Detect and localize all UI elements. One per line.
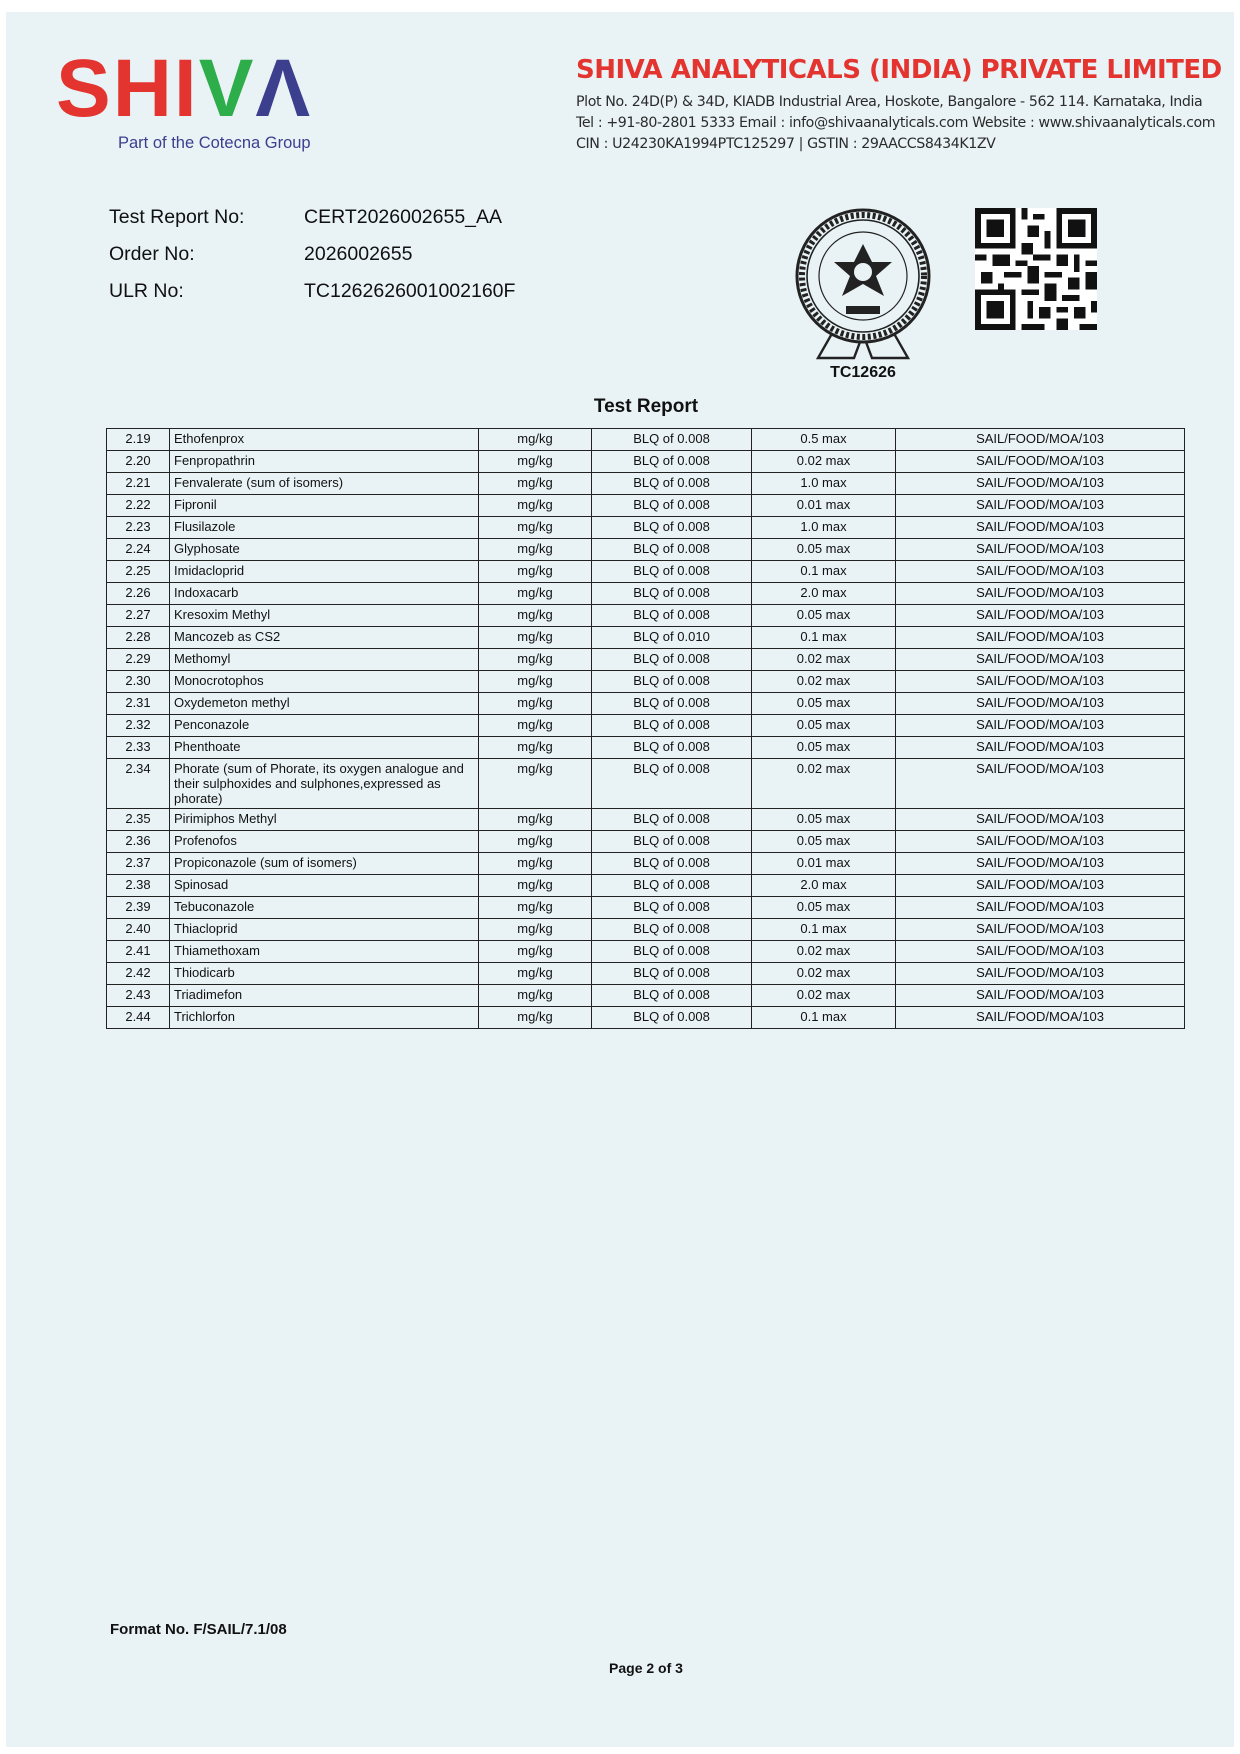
limit-value: 0.02 max [752, 985, 896, 1007]
unit: mg/kg [479, 715, 592, 737]
unit: mg/kg [479, 853, 592, 875]
analyte-name: Fenvalerate (sum of isomers) [170, 473, 479, 495]
result-value: BLQ of 0.008 [592, 539, 752, 561]
analysis-sl-no: 2.22 [107, 495, 170, 517]
analysis-sl-no: 2.27 [107, 605, 170, 627]
analyte-name: Flusilazole [170, 517, 479, 539]
analyte-name: Spinosad [170, 875, 479, 897]
result-value: BLQ of 0.008 [592, 985, 752, 1007]
test-method: SAIL/FOOD/MOA/103 [896, 561, 1185, 583]
analysis-sl-no: 2.29 [107, 649, 170, 671]
test-method: SAIL/FOOD/MOA/103 [896, 495, 1185, 517]
unit: mg/kg [479, 941, 592, 963]
result-value: BLQ of 0.008 [592, 693, 752, 715]
unit: mg/kg [479, 627, 592, 649]
analyte-name: Tebuconazole [170, 897, 479, 919]
unit: mg/kg [479, 671, 592, 693]
analysis-sl-no: 2.38 [107, 875, 170, 897]
analysis-sl-no: 2.24 [107, 539, 170, 561]
analyte-name: Glyphosate [170, 539, 479, 561]
analysis-sl-no: 2.23 [107, 517, 170, 539]
result-value: BLQ of 0.008 [592, 875, 752, 897]
analyte-name: Ethofenprox [170, 429, 479, 451]
limit-value: 0.02 max [752, 963, 896, 985]
test-method: SAIL/FOOD/MOA/103 [896, 693, 1185, 715]
format-number: Format No. F/SAIL/7.1/08 [110, 1621, 287, 1638]
limit-value: 2.0 max [752, 583, 896, 605]
company-logo [56, 43, 346, 153]
table-row [107, 561, 1185, 583]
test-method: SAIL/FOOD/MOA/103 [896, 875, 1185, 897]
test-method: SAIL/FOOD/MOA/103 [896, 715, 1185, 737]
analysis-sl-no: 2.43 [107, 985, 170, 1007]
unit: mg/kg [479, 561, 592, 583]
table-row [107, 941, 1185, 963]
analyte-name: Monocrotophos [170, 671, 479, 693]
company-info [576, 55, 1222, 152]
analysis-sl-no: 2.44 [107, 1007, 170, 1029]
limit-value: 0.05 max [752, 715, 896, 737]
company-address: Plot No. 24D(P) & 34D, KIADB Industrial Area, Hoskote, Bangalore - 562 114. Karnataka, India [576, 94, 1203, 110]
analysis-sl-no: 2.41 [107, 941, 170, 963]
result-value: BLQ of 0.008 [592, 715, 752, 737]
logo-letter: I [173, 43, 199, 134]
limit-value: 0.05 max [752, 539, 896, 561]
test-method: SAIL/FOOD/MOA/103 [896, 831, 1185, 853]
analyte-name: Propiconazole (sum of isomers) [170, 853, 479, 875]
limit-value: 0.01 max [752, 853, 896, 875]
logo-wordmark [56, 43, 346, 134]
limit-value: 0.1 max [752, 561, 896, 583]
unit: mg/kg [479, 831, 592, 853]
field-value: 2026002655 [304, 243, 413, 265]
table-row [107, 517, 1185, 539]
limit-value: 0.05 max [752, 737, 896, 759]
table-row [107, 1007, 1185, 1029]
test-method: SAIL/FOOD/MOA/103 [896, 517, 1185, 539]
result-value: BLQ of 0.008 [592, 941, 752, 963]
qr-code-icon [975, 208, 1097, 330]
test-method: SAIL/FOOD/MOA/103 [896, 985, 1185, 1007]
logo-letter: S [56, 43, 113, 134]
result-value: BLQ of 0.008 [592, 809, 752, 831]
results-table [106, 428, 1185, 1029]
analyte-name: Thiamethoxam [170, 941, 479, 963]
limit-value: 0.01 max [752, 495, 896, 517]
analysis-sl-no: 2.34 [107, 759, 170, 809]
table-row [107, 583, 1185, 605]
table-row [107, 875, 1185, 897]
result-value: BLQ of 0.008 [592, 451, 752, 473]
field-value: CERT2026002655_AA [304, 206, 503, 228]
limit-value: 0.05 max [752, 809, 896, 831]
table-row [107, 451, 1185, 473]
test-method: SAIL/FOOD/MOA/103 [896, 737, 1185, 759]
unit: mg/kg [479, 649, 592, 671]
analyte-name: Methomyl [170, 649, 479, 671]
test-method: SAIL/FOOD/MOA/103 [896, 605, 1185, 627]
nabl-accreditation-seal-icon [794, 206, 932, 366]
analyte-name: Triadimefon [170, 985, 479, 1007]
limit-value: 2.0 max [752, 875, 896, 897]
table-row [107, 495, 1185, 517]
analyte-name: Oxydemeton methyl [170, 693, 479, 715]
test-method: SAIL/FOOD/MOA/103 [896, 627, 1185, 649]
unit: mg/kg [479, 583, 592, 605]
table-row [107, 473, 1185, 495]
unit: mg/kg [479, 451, 592, 473]
analysis-sl-no: 2.31 [107, 693, 170, 715]
limit-value: 0.02 max [752, 451, 896, 473]
report-identifiers [109, 206, 515, 317]
limit-value: 0.02 max [752, 759, 896, 809]
result-value: BLQ of 0.008 [592, 963, 752, 985]
unit: mg/kg [479, 539, 592, 561]
table-row [107, 671, 1185, 693]
analyte-name: Penconazole [170, 715, 479, 737]
unit: mg/kg [479, 473, 592, 495]
results-table-body [107, 429, 1185, 1029]
logo-tagline: Part of the Cotecna Group [118, 134, 311, 152]
unit: mg/kg [479, 517, 592, 539]
test-method: SAIL/FOOD/MOA/103 [896, 941, 1185, 963]
test-method: SAIL/FOOD/MOA/103 [896, 473, 1185, 495]
test-method: SAIL/FOOD/MOA/103 [896, 429, 1185, 451]
accreditation-seal [794, 206, 932, 386]
logo-letter: H [112, 43, 174, 134]
analyte-name: Kresoxim Methyl [170, 605, 479, 627]
company-contact: Tel : +91-80-2801 5333 Email : info@shivaanalyticals.com Website : www.shivaanalyticals.com [576, 115, 1216, 131]
limit-value: 0.1 max [752, 919, 896, 941]
analyte-name: Profenofos [170, 831, 479, 853]
test-method: SAIL/FOOD/MOA/103 [896, 583, 1185, 605]
analysis-sl-no: 2.35 [107, 809, 170, 831]
table-row [107, 539, 1185, 561]
test-method: SAIL/FOOD/MOA/103 [896, 451, 1185, 473]
limit-value: 1.0 max [752, 517, 896, 539]
limit-value: 0.05 max [752, 693, 896, 715]
unit: mg/kg [479, 495, 592, 517]
result-value: BLQ of 0.008 [592, 919, 752, 941]
limit-value: 0.1 max [752, 1007, 896, 1029]
report-title: Test Report [593, 396, 699, 417]
analysis-sl-no: 2.21 [107, 473, 170, 495]
table-row [107, 897, 1185, 919]
test-method: SAIL/FOOD/MOA/103 [896, 897, 1185, 919]
unit: mg/kg [479, 759, 592, 809]
test-method: SAIL/FOOD/MOA/103 [896, 919, 1185, 941]
unit: mg/kg [479, 693, 592, 715]
analysis-sl-no: 2.40 [107, 919, 170, 941]
unit: mg/kg [479, 737, 592, 759]
unit: mg/kg [479, 605, 592, 627]
table-row [107, 649, 1185, 671]
analyte-name: Pirimiphos Methyl [170, 809, 479, 831]
test-method: SAIL/FOOD/MOA/103 [896, 759, 1185, 809]
table-row [107, 627, 1185, 649]
analyte-name: Mancozeb as CS2 [170, 627, 479, 649]
result-value: BLQ of 0.008 [592, 649, 752, 671]
unit: mg/kg [479, 985, 592, 1007]
test-method: SAIL/FOOD/MOA/103 [896, 649, 1185, 671]
table-row [107, 853, 1185, 875]
analysis-sl-no: 2.33 [107, 737, 170, 759]
test-method: SAIL/FOOD/MOA/103 [896, 853, 1185, 875]
table-row [107, 831, 1185, 853]
analysis-sl-no: 2.32 [107, 715, 170, 737]
field-label: Order No: [109, 243, 195, 265]
table-row [107, 737, 1185, 759]
unit: mg/kg [479, 875, 592, 897]
test-method: SAIL/FOOD/MOA/103 [896, 671, 1185, 693]
ulr-no-row [109, 280, 515, 317]
result-value: BLQ of 0.008 [592, 495, 752, 517]
field-label: ULR No: [109, 280, 184, 302]
logo-letter: Λ [255, 43, 313, 134]
analysis-sl-no: 2.28 [107, 627, 170, 649]
analyte-name: Phorate (sum of Phorate, its oxygen analogue and their sulphoxides and sulphones,expressed as phorate) [170, 759, 479, 809]
unit: mg/kg [479, 919, 592, 941]
unit: mg/kg [479, 429, 592, 451]
analyte-name: Phenthoate [170, 737, 479, 759]
result-value: BLQ of 0.008 [592, 737, 752, 759]
analysis-sl-no: 2.36 [107, 831, 170, 853]
result-value: BLQ of 0.010 [592, 627, 752, 649]
analyte-name: Fenpropathrin [170, 451, 479, 473]
analysis-sl-no: 2.42 [107, 963, 170, 985]
table-row [107, 919, 1185, 941]
accreditation-code: TC12626 [830, 364, 896, 381]
limit-value: 0.05 max [752, 831, 896, 853]
analyte-name: Imidacloprid [170, 561, 479, 583]
unit: mg/kg [479, 963, 592, 985]
result-value: BLQ of 0.008 [592, 1007, 752, 1029]
analysis-sl-no: 2.37 [107, 853, 170, 875]
result-value: BLQ of 0.008 [592, 517, 752, 539]
result-value: BLQ of 0.008 [592, 605, 752, 627]
table-row [107, 693, 1185, 715]
analyte-name: Thiacloprid [170, 919, 479, 941]
unit: mg/kg [479, 809, 592, 831]
test-method: SAIL/FOOD/MOA/103 [896, 539, 1185, 561]
table-row [107, 809, 1185, 831]
analysis-sl-no: 2.19 [107, 429, 170, 451]
page-number: Page 2 of 3 [609, 1660, 683, 1676]
analysis-sl-no: 2.30 [107, 671, 170, 693]
table-row [107, 963, 1185, 985]
unit: mg/kg [479, 1007, 592, 1029]
result-value: BLQ of 0.008 [592, 759, 752, 809]
result-value: BLQ of 0.008 [592, 897, 752, 919]
table-row [107, 759, 1185, 809]
table-row [107, 985, 1185, 1007]
analysis-sl-no: 2.39 [107, 897, 170, 919]
analysis-sl-no: 2.20 [107, 451, 170, 473]
test-report-no-row [109, 206, 515, 243]
result-value: BLQ of 0.008 [592, 583, 752, 605]
limit-value: 0.02 max [752, 941, 896, 963]
analyte-name: Fipronil [170, 495, 479, 517]
limit-value: 0.02 max [752, 671, 896, 693]
limit-value: 0.1 max [752, 627, 896, 649]
result-value: BLQ of 0.008 [592, 429, 752, 451]
company-name: SHIVA ANALYTICALS (INDIA) PRIVATE LIMITED [576, 55, 1222, 85]
result-value: BLQ of 0.008 [592, 473, 752, 495]
result-value: BLQ of 0.008 [592, 853, 752, 875]
result-value: BLQ of 0.008 [592, 831, 752, 853]
unit: mg/kg [479, 897, 592, 919]
result-value: BLQ of 0.008 [592, 671, 752, 693]
order-no-row [109, 243, 515, 280]
limit-value: 1.0 max [752, 473, 896, 495]
test-method: SAIL/FOOD/MOA/103 [896, 963, 1185, 985]
table-row [107, 605, 1185, 627]
test-method: SAIL/FOOD/MOA/103 [896, 809, 1185, 831]
analysis-sl-no: 2.25 [107, 561, 170, 583]
limit-value: 0.02 max [752, 649, 896, 671]
analyte-name: Thiodicarb [170, 963, 479, 985]
analyte-name: Trichlorfon [170, 1007, 479, 1029]
result-value: BLQ of 0.008 [592, 561, 752, 583]
limit-value: 0.5 max [752, 429, 896, 451]
limit-value: 0.05 max [752, 897, 896, 919]
analysis-sl-no: 2.26 [107, 583, 170, 605]
analyte-name: Indoxacarb [170, 583, 479, 605]
company-registration: CIN : U24230KA1994PTC125297 | GSTIN : 29AACCS8434K1ZV [576, 136, 996, 152]
table-row [107, 715, 1185, 737]
field-value: TC1262626001002160F [304, 280, 516, 302]
limit-value: 0.05 max [752, 605, 896, 627]
logo-letter: V [198, 43, 256, 134]
test-method: SAIL/FOOD/MOA/103 [896, 1007, 1185, 1029]
table-row [107, 429, 1185, 451]
field-label: Test Report No: [109, 206, 245, 228]
